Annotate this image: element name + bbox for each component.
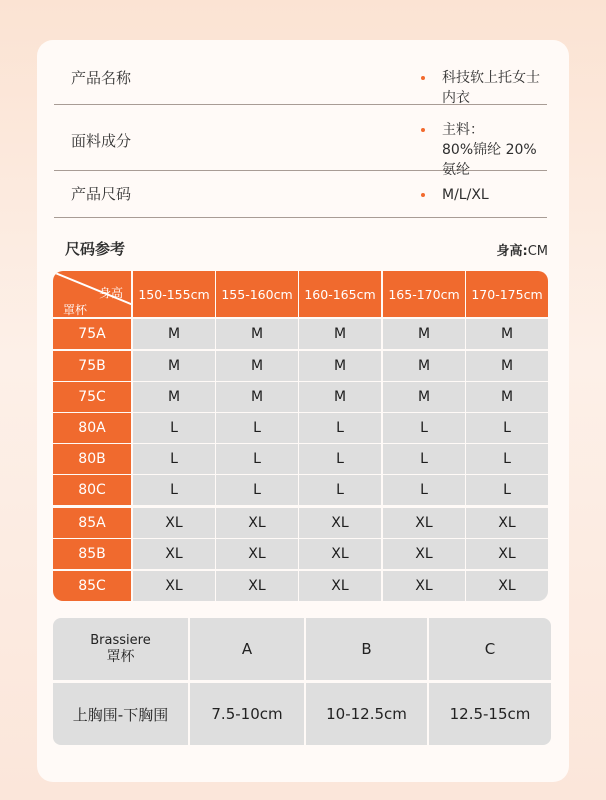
- info-label: 产品名称: [71, 69, 132, 87]
- cup-header-c: C: [429, 618, 551, 680]
- cup-header-b: B: [306, 618, 427, 680]
- size-value-cell: XL: [133, 539, 215, 569]
- size-value-cell: XL: [466, 508, 548, 538]
- size-value-cell: M: [133, 319, 215, 349]
- info-row-fabric: [54, 106, 547, 178]
- size-value-cell: M: [466, 382, 548, 412]
- size-value-cell: XL: [383, 571, 465, 601]
- info-value: 科技软上托女士内衣: [442, 70, 540, 106]
- info-label: 产品尺码: [71, 185, 132, 203]
- size-value-cell: L: [383, 444, 465, 474]
- cup-size-cell: 80C: [53, 475, 131, 505]
- cup-header-a: A: [190, 618, 304, 680]
- size-value-cell: L: [466, 475, 548, 505]
- size-value-cell: XL: [299, 539, 381, 569]
- cup-size-cell: 75B: [53, 351, 131, 381]
- corner-label-cup: 罩杯: [63, 303, 88, 317]
- size-value-cell: L: [299, 475, 381, 505]
- bullet-dot-icon: [421, 76, 425, 80]
- size-value-cell: XL: [466, 539, 548, 569]
- spec-card: [37, 40, 569, 782]
- size-value-cell: M: [466, 351, 548, 381]
- cup-size-cell: 85C: [53, 571, 131, 601]
- cup-size-cell: 80A: [53, 413, 131, 443]
- size-value-cell: M: [299, 319, 381, 349]
- size-table: [53, 271, 553, 603]
- height-header-cell: 170-175cm: [466, 271, 548, 317]
- cup-size-cell: 75C: [53, 382, 131, 412]
- info-value: [442, 120, 547, 180]
- size-value-cell: M: [216, 382, 298, 412]
- height-header-cell: 155-160cm: [216, 271, 298, 317]
- size-value-cell: XL: [133, 571, 215, 601]
- size-value-cell: XL: [216, 539, 298, 569]
- corner-label-height: 身高: [98, 286, 123, 300]
- size-value-cell: L: [133, 475, 215, 505]
- size-value-cell: XL: [299, 571, 381, 601]
- size-value-cell: L: [299, 413, 381, 443]
- bust-difference-label: 上胸围-下胸围: [53, 683, 188, 745]
- size-reference-title: 尺码参考: [65, 240, 126, 258]
- size-value-cell: L: [299, 444, 381, 474]
- size-value-cell: M: [216, 351, 298, 381]
- size-value-cell: XL: [216, 571, 298, 601]
- size-value-cell: M: [299, 351, 381, 381]
- size-value-cell: M: [216, 319, 298, 349]
- bullet-dot-icon: [421, 193, 425, 197]
- height-unit-value: CM: [527, 244, 548, 259]
- size-value-cell: L: [216, 444, 298, 474]
- size-value-cell: L: [216, 413, 298, 443]
- size-value-cell: XL: [383, 539, 465, 569]
- bust-difference-b: 10-12.5cm: [306, 683, 427, 745]
- info-row-size: [54, 172, 547, 218]
- size-value-cell: M: [383, 382, 465, 412]
- height-header-cell: 160-165cm: [299, 271, 381, 317]
- size-value-cell: L: [383, 475, 465, 505]
- brassiere-header-cell: [53, 618, 188, 680]
- size-value-cell: L: [133, 413, 215, 443]
- info-row-name: [54, 52, 547, 105]
- bullet-dot-icon: [421, 128, 425, 132]
- size-value-cell: M: [383, 319, 465, 349]
- height-unit: [497, 240, 549, 259]
- brassiere-header-en: Brassiere: [90, 633, 151, 648]
- size-value-cell: M: [299, 382, 381, 412]
- cup-size-cell: 85A: [53, 508, 131, 538]
- brassiere-header-cn: 罩杯: [106, 649, 135, 665]
- table-corner-header: [53, 271, 131, 317]
- size-value-cell: M: [133, 351, 215, 381]
- size-value-cell: XL: [216, 508, 298, 538]
- size-value-cell: L: [133, 444, 215, 474]
- size-value-cell: L: [383, 413, 465, 443]
- size-value-cell: XL: [383, 508, 465, 538]
- brassiere-table: [53, 618, 551, 745]
- size-value-cell: XL: [133, 508, 215, 538]
- size-value-cell: XL: [299, 508, 381, 538]
- size-value-cell: L: [216, 475, 298, 505]
- size-value-cell: L: [466, 444, 548, 474]
- height-header-cell: 150-155cm: [133, 271, 215, 317]
- size-value-cell: L: [466, 413, 548, 443]
- info-value-line: 80%锦纶 20%氨纶: [442, 142, 537, 178]
- info-label: 面料成分: [71, 132, 132, 150]
- size-value-cell: M: [133, 382, 215, 412]
- info-value-line: 主料：: [442, 122, 484, 138]
- height-unit-label: 身高:: [496, 244, 528, 259]
- size-value-cell: M: [466, 319, 548, 349]
- size-value-cell: M: [383, 351, 465, 381]
- cup-size-cell: 85B: [53, 539, 131, 569]
- info-value: M/L/XL: [442, 187, 489, 203]
- bust-difference-c: 12.5-15cm: [429, 683, 551, 745]
- height-header-cell: 165-170cm: [383, 271, 465, 317]
- cup-size-cell: 75A: [53, 319, 131, 349]
- bust-difference-a: 7.5-10cm: [190, 683, 304, 745]
- size-value-cell: XL: [466, 571, 548, 601]
- cup-size-cell: 80B: [53, 444, 131, 474]
